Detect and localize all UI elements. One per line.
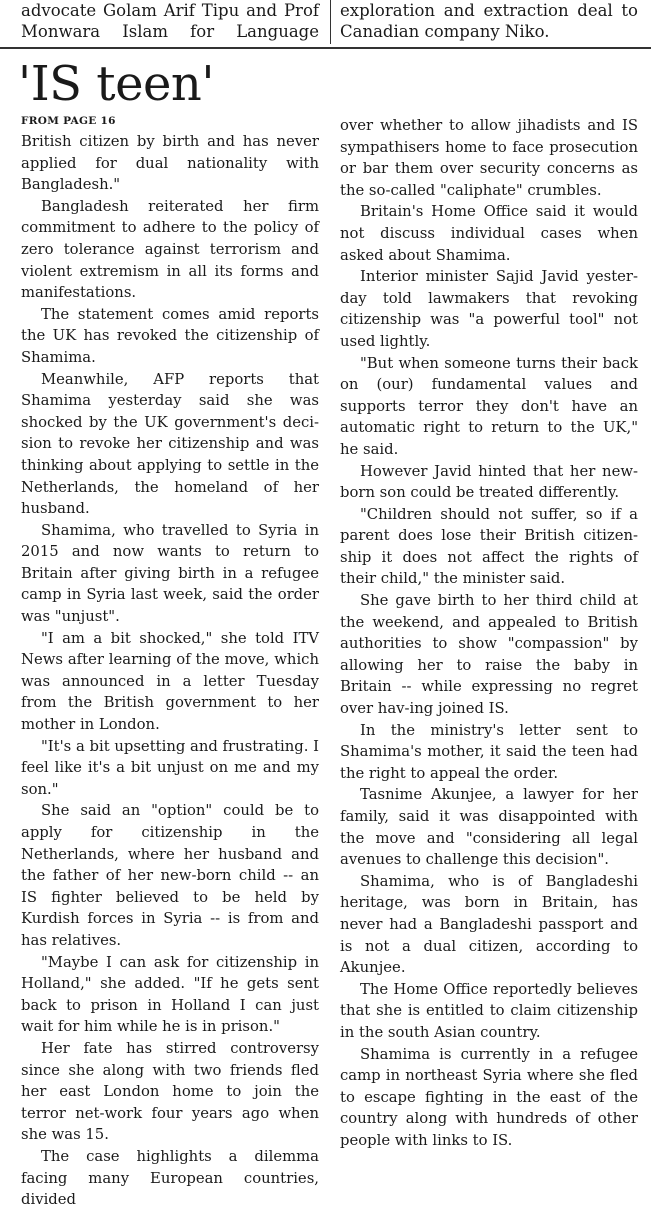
article-column-left [21, 131, 319, 1211]
continuation-kicker: FROM PAGE 16 [21, 115, 116, 127]
previous-article-right-text: exploration and extraction deal to Canadian company Niko. [340, 1, 638, 41]
previous-article-strip [0, 0, 651, 44]
paragraph: Interior minister Sajid Javid yester-day told lawmakers that revoking citizenship was "a powerful tool" not used lightly. [340, 268, 638, 350]
paragraph: "But when someone turns their back on (our) fundamental values and supports terror they don't have an automatic right to return to the UK," he said. [340, 354, 638, 458]
previous-article-left-text: advocate Golam Arif Tipu and Prof Monwara Islam for Language [21, 1, 319, 41]
paragraph: In the ministry's letter sent to Shamima's mother, it said the teen had the right to appeal the order. [340, 721, 638, 782]
paragraph: Britain's Home Office said it would not discuss individual cases when asked about Shamima. [340, 203, 638, 264]
paragraph: She said an "option" could be to apply for citizenship in the Netherlands, where her husband and the father of her new-born child -- an IS fighter believed to be held by Kurdish forces in Syria -- is from and has relatives. [21, 802, 319, 949]
article-headline: 'IS teen' [18, 56, 215, 112]
paragraph: Shamima is currently in a refugee camp in northeast Syria where she fled to escape fighting in the east of the country along with hundreds of other people with links to IS. [340, 1045, 638, 1149]
paragraph: "It's a bit upsetting and frustrating. I feel like it's a bit unjust on me and my son." [21, 737, 319, 798]
column-divider [330, 0, 331, 44]
paragraph: Tasnime Akunjee, a lawyer for her family, said it was disappointed with the move and "considering all legal avenues to challenge this decision". [340, 786, 638, 869]
paragraph: "I am a bit shocked," she told ITV News after learning of the move, which was announced in a letter Tuesday from the British government to her mother in London. [21, 629, 319, 734]
paragraph: She gave birth to her third child at the weekend, and appealed to British authorities to show "compassion" by allowing her to raise the baby in Britain -- while expressing no regret over hav-ing joined IS. [340, 592, 638, 718]
paragraph: The Home Office reportedly believes that she is entitled to claim citizenship in the south Asian country. [340, 980, 638, 1041]
paragraph: Her fate has stirred controversy since she along with two friends fled her east London home to join the terror net-work four years ago when she was 15. [21, 1039, 319, 1144]
article-column-right [340, 115, 638, 1152]
paragraph: British citizen by birth and has never applied for dual nationality with Bangladesh." [21, 133, 319, 194]
paragraph: The statement comes amid reports the UK has revoked the citizenship of Shamima. [21, 305, 319, 366]
article-separator-rule [0, 47, 651, 49]
paragraph: The case highlights a dilemma facing many European countries, divided [21, 1147, 319, 1209]
paragraph: Shamima, who is of Bangladeshi heritage, was born in Britain, has never had a Bangladeshi passport and is not a dual citizen, according to Akunjee. [340, 872, 638, 977]
paragraph: Bangladesh reiterated her firm commitment to adhere to the policy of zero tolerance against terrorism and violent extremism in all its forms and manifestations. [21, 197, 319, 302]
paragraph: "Maybe I can ask for citizenship in Holland," she added. "If he gets sent back to prison in Holland I can just wait for him while he is in prison." [21, 953, 319, 1036]
paragraph: Shamima, who travelled to Syria in 2015 and now wants to return to Britain after giving birth in a refugee camp in Syria last week, said the order was "unjust". [21, 521, 319, 626]
paragraph: over whether to allow jihadists and IS sympathisers home to face prosecution or bar them over security concerns as the so-called "caliphate" crumbles. [340, 117, 638, 199]
paragraph: However Javid hinted that her new-born son could be treated differently. [340, 462, 638, 502]
paragraph: "Children should not suffer, so if a parent does lose their British citizen-ship it does not affect the rights of their child," the minister said. [340, 505, 638, 588]
paragraph: Meanwhile, AFP reports that Shamima yesterday said she was shocked by the UK government's deci-sion to revoke her citizenship and was thinking about applying to settle in the Netherlands, the homeland of her husband. [21, 370, 319, 518]
